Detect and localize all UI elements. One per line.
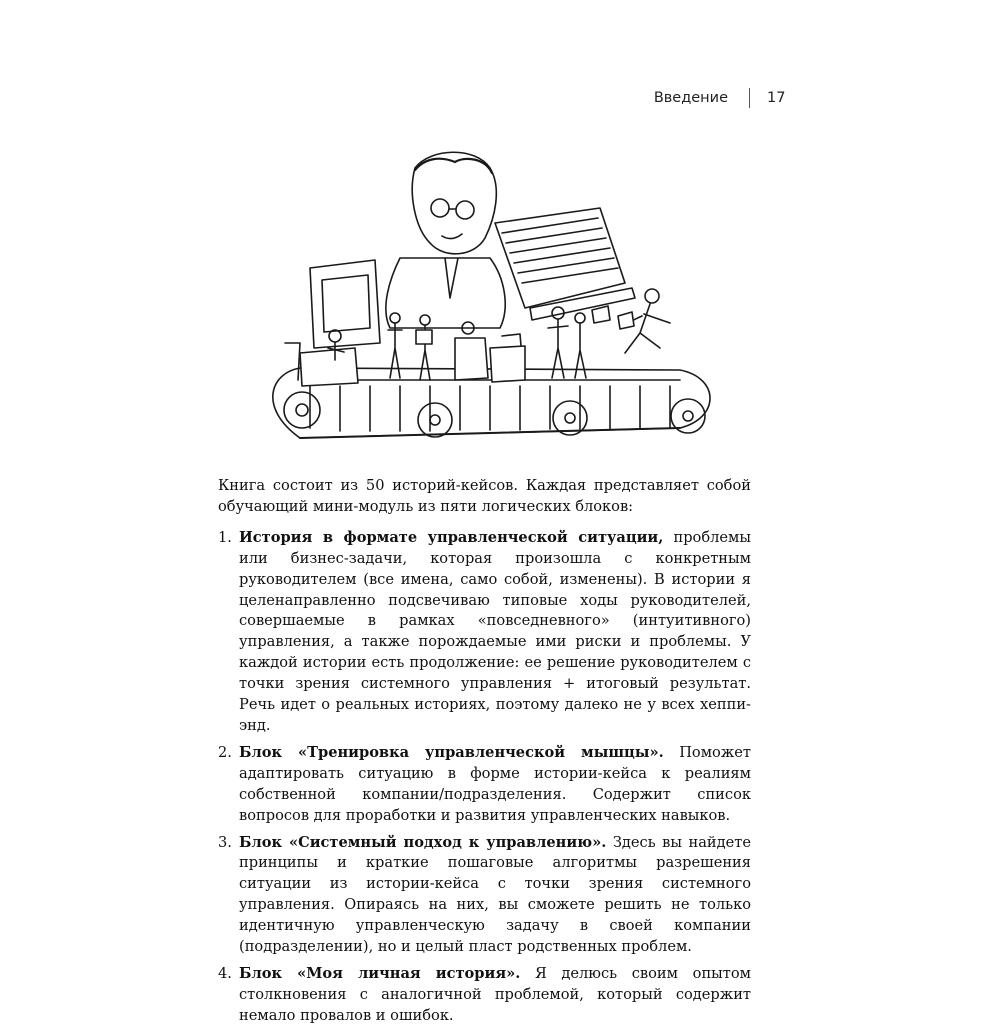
conveyor-belt-illustration [240, 148, 720, 458]
list-item-number: 1. [218, 528, 232, 546]
list-item [218, 528, 751, 737]
header-divider [749, 88, 750, 108]
list-item [218, 743, 751, 827]
list-item-text: проблемы или бизнес-задачи, которая произошла с конкретным руководителем (все имена, само собой, изменены). В истории я целенаправленно подсвечиваю типовые ходы руководителей, совершаемые в рамках «повседневного» (интуитивного) управления, а также порождаемые ими риски и проблемы. У каждой истории есть продолжение: ее решение руководителем с точки зрения системного управления + итоговый результат. Речь идет о реальных историях, поэтому далеко не у всех хеппи-энд. [239, 528, 751, 734]
list-item-number: 3. [218, 833, 232, 851]
section-title: Введение [653, 90, 728, 106]
list-item-number: 4. [218, 964, 232, 982]
computer-workstation [285, 260, 380, 386]
running-header [0, 88, 785, 110]
list-item-text: Здесь вы найдете принципы и краткие пошаговые алгоритмы разрешения ситуации из истории-кейса с точки зрения системного управления. Опираясь на них, вы сможете решить не только идентичную управленческую задачу в своей компании (подразделении), но и целый пласт родственных проблем. [239, 833, 751, 956]
body-text [218, 476, 751, 1033]
list-item [218, 833, 751, 958]
giant-manager [386, 152, 505, 328]
list-item-text: Поможет адаптировать ситуацию в форме истории-кейса к реалиям собственной компании/подразделения. Содержит список вопросов для проработки и развития управленческих навыков. [239, 743, 751, 824]
list-item [218, 964, 751, 1027]
list-item-title: Блок «Тренировка управленческой мышцы». [239, 743, 664, 761]
list-item-title: Блок «Моя личная история». [239, 964, 521, 982]
list-item-title: История в формате управленческой ситуации, [239, 528, 664, 546]
page-number: 17 [767, 90, 786, 106]
list-item-title: Блок «Системный подход к управлению». [239, 833, 607, 851]
list-item-number: 2. [218, 743, 232, 761]
paper-stack [495, 208, 635, 320]
intro-paragraph: Книга состоит из 50 историй-кейсов. Каждая представляет собой обучающий мини-модуль из пяти логических блоков: [218, 477, 751, 515]
block-list [218, 528, 751, 1027]
list-item-text: Я делюсь своим опытом столкновения с аналогичной проблемой, который содержит немало провалов и ошибок. [239, 964, 752, 1024]
